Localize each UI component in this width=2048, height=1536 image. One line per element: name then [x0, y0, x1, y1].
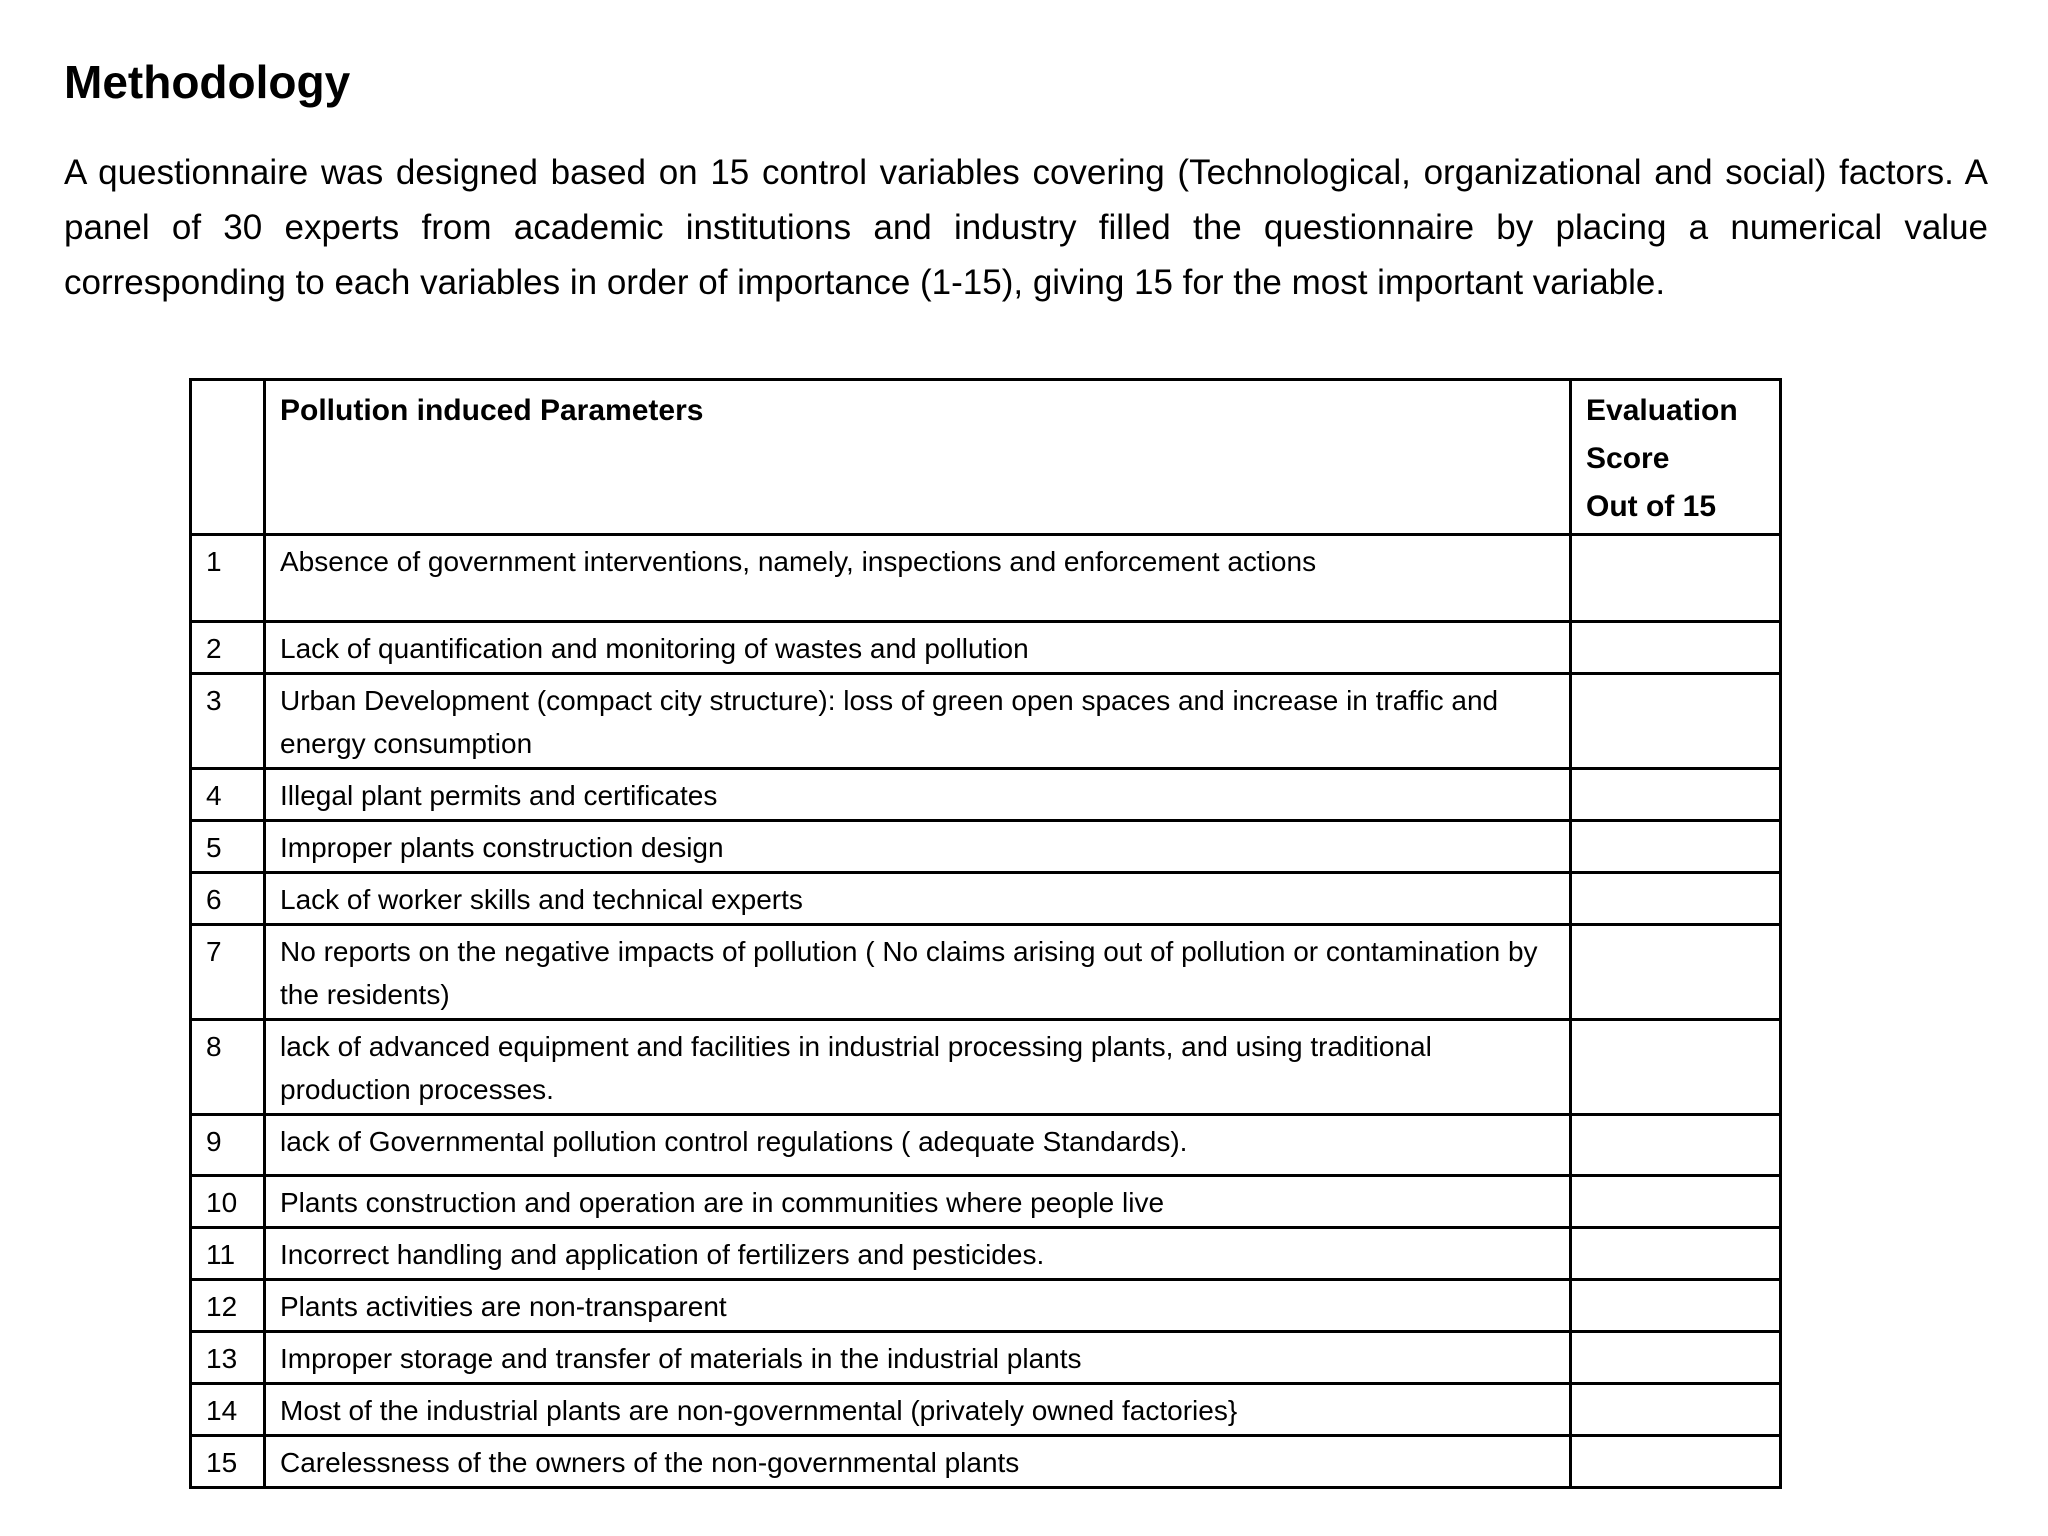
intro-paragraph: A questionnaire was designed based on 15 control variables covering (Technological, organizational and social) factors. A panel of 30 experts from academic institutions and industry filled the questionnaire by placing a numerical value corresponding to each variables in order of importance (1-15), giving 15 for the most important variable. — [64, 153, 1988, 302]
row-number: 7 — [191, 925, 265, 1020]
row-score-cell — [1571, 925, 1781, 1020]
row-score-cell — [1571, 1280, 1781, 1332]
row-number: 4 — [191, 769, 265, 821]
table-header-row — [191, 380, 1781, 535]
row-number: 10 — [191, 1176, 265, 1228]
row-number: 1 — [191, 535, 265, 622]
row-parameter: Absence of government interventions, namely, inspections and enforcement actions — [265, 535, 1571, 622]
row-parameter: Carelessness of the owners of the non-governmental plants — [265, 1436, 1571, 1488]
row-score-cell — [1571, 1436, 1781, 1488]
row-parameter: Most of the industrial plants are non-governmental (privately owned factories} — [265, 1384, 1571, 1436]
row-score-cell — [1571, 1115, 1781, 1176]
row-score-cell — [1571, 1176, 1781, 1228]
header-score-line-1: Evaluation — [1586, 394, 1738, 427]
table-row — [191, 821, 1781, 873]
header-score-line-2: Score — [1586, 442, 1670, 475]
row-parameter: Lack of quantification and monitoring of wastes and pollution — [265, 622, 1571, 674]
header-parameter-cell: Pollution induced Parameters — [265, 380, 1571, 535]
header-score-cell — [1571, 380, 1781, 535]
row-number: 15 — [191, 1436, 265, 1488]
row-score-cell — [1571, 674, 1781, 769]
row-parameter: Urban Development (compact city structure): loss of green open spaces and increase in traffic and energy consumption — [265, 674, 1571, 769]
row-score-cell — [1571, 1020, 1781, 1115]
table-row — [191, 1436, 1781, 1488]
row-score-cell — [1571, 622, 1781, 674]
table-row — [191, 1228, 1781, 1280]
table-row — [191, 535, 1781, 622]
row-number: 13 — [191, 1332, 265, 1384]
row-parameter: Plants construction and operation are in communities where people live — [265, 1176, 1571, 1228]
row-parameter: No reports on the negative impacts of pollution ( No claims arising out of pollution or contamination by the residents) — [265, 925, 1571, 1020]
row-score-cell — [1571, 821, 1781, 873]
table-row — [191, 622, 1781, 674]
table-row — [191, 1115, 1781, 1176]
row-number: 3 — [191, 674, 265, 769]
page-title: Methodology — [64, 56, 351, 108]
row-parameter: Improper storage and transfer of materials in the industrial plants — [265, 1332, 1571, 1384]
row-number: 8 — [191, 1020, 265, 1115]
table-row — [191, 1332, 1781, 1384]
row-number: 14 — [191, 1384, 265, 1436]
header-number-cell — [191, 380, 265, 535]
row-score-cell — [1571, 873, 1781, 925]
header-score-line-3: Out of 15 — [1586, 490, 1717, 523]
table-row — [191, 1280, 1781, 1332]
row-score-cell — [1571, 1228, 1781, 1280]
row-score-cell — [1571, 535, 1781, 622]
table-row — [191, 769, 1781, 821]
row-number: 9 — [191, 1115, 265, 1176]
row-parameter: lack of advanced equipment and facilities in industrial processing plants, and using traditional production processes. — [265, 1020, 1571, 1115]
row-number: 6 — [191, 873, 265, 925]
row-parameter: Incorrect handling and application of fertilizers and pesticides. — [265, 1228, 1571, 1280]
row-score-cell — [1571, 1332, 1781, 1384]
row-parameter: Improper plants construction design — [265, 821, 1571, 873]
row-score-cell — [1571, 1384, 1781, 1436]
row-parameter: lack of Governmental pollution control regulations ( adequate Standards). — [265, 1115, 1571, 1176]
table-row — [191, 1384, 1781, 1436]
row-number: 2 — [191, 622, 265, 674]
row-parameter: Lack of worker skills and technical experts — [265, 873, 1571, 925]
row-number: 5 — [191, 821, 265, 873]
row-score-cell — [1571, 769, 1781, 821]
row-parameter: Illegal plant permits and certificates — [265, 769, 1571, 821]
row-number: 11 — [191, 1228, 265, 1280]
row-number: 12 — [191, 1280, 265, 1332]
table-row — [191, 1020, 1781, 1115]
table-row — [191, 1176, 1781, 1228]
table-row — [191, 925, 1781, 1020]
row-parameter: Plants activities are non-transparent — [265, 1280, 1571, 1332]
table-row — [191, 873, 1781, 925]
table-row — [191, 674, 1781, 769]
parameters-table — [189, 378, 1782, 1489]
